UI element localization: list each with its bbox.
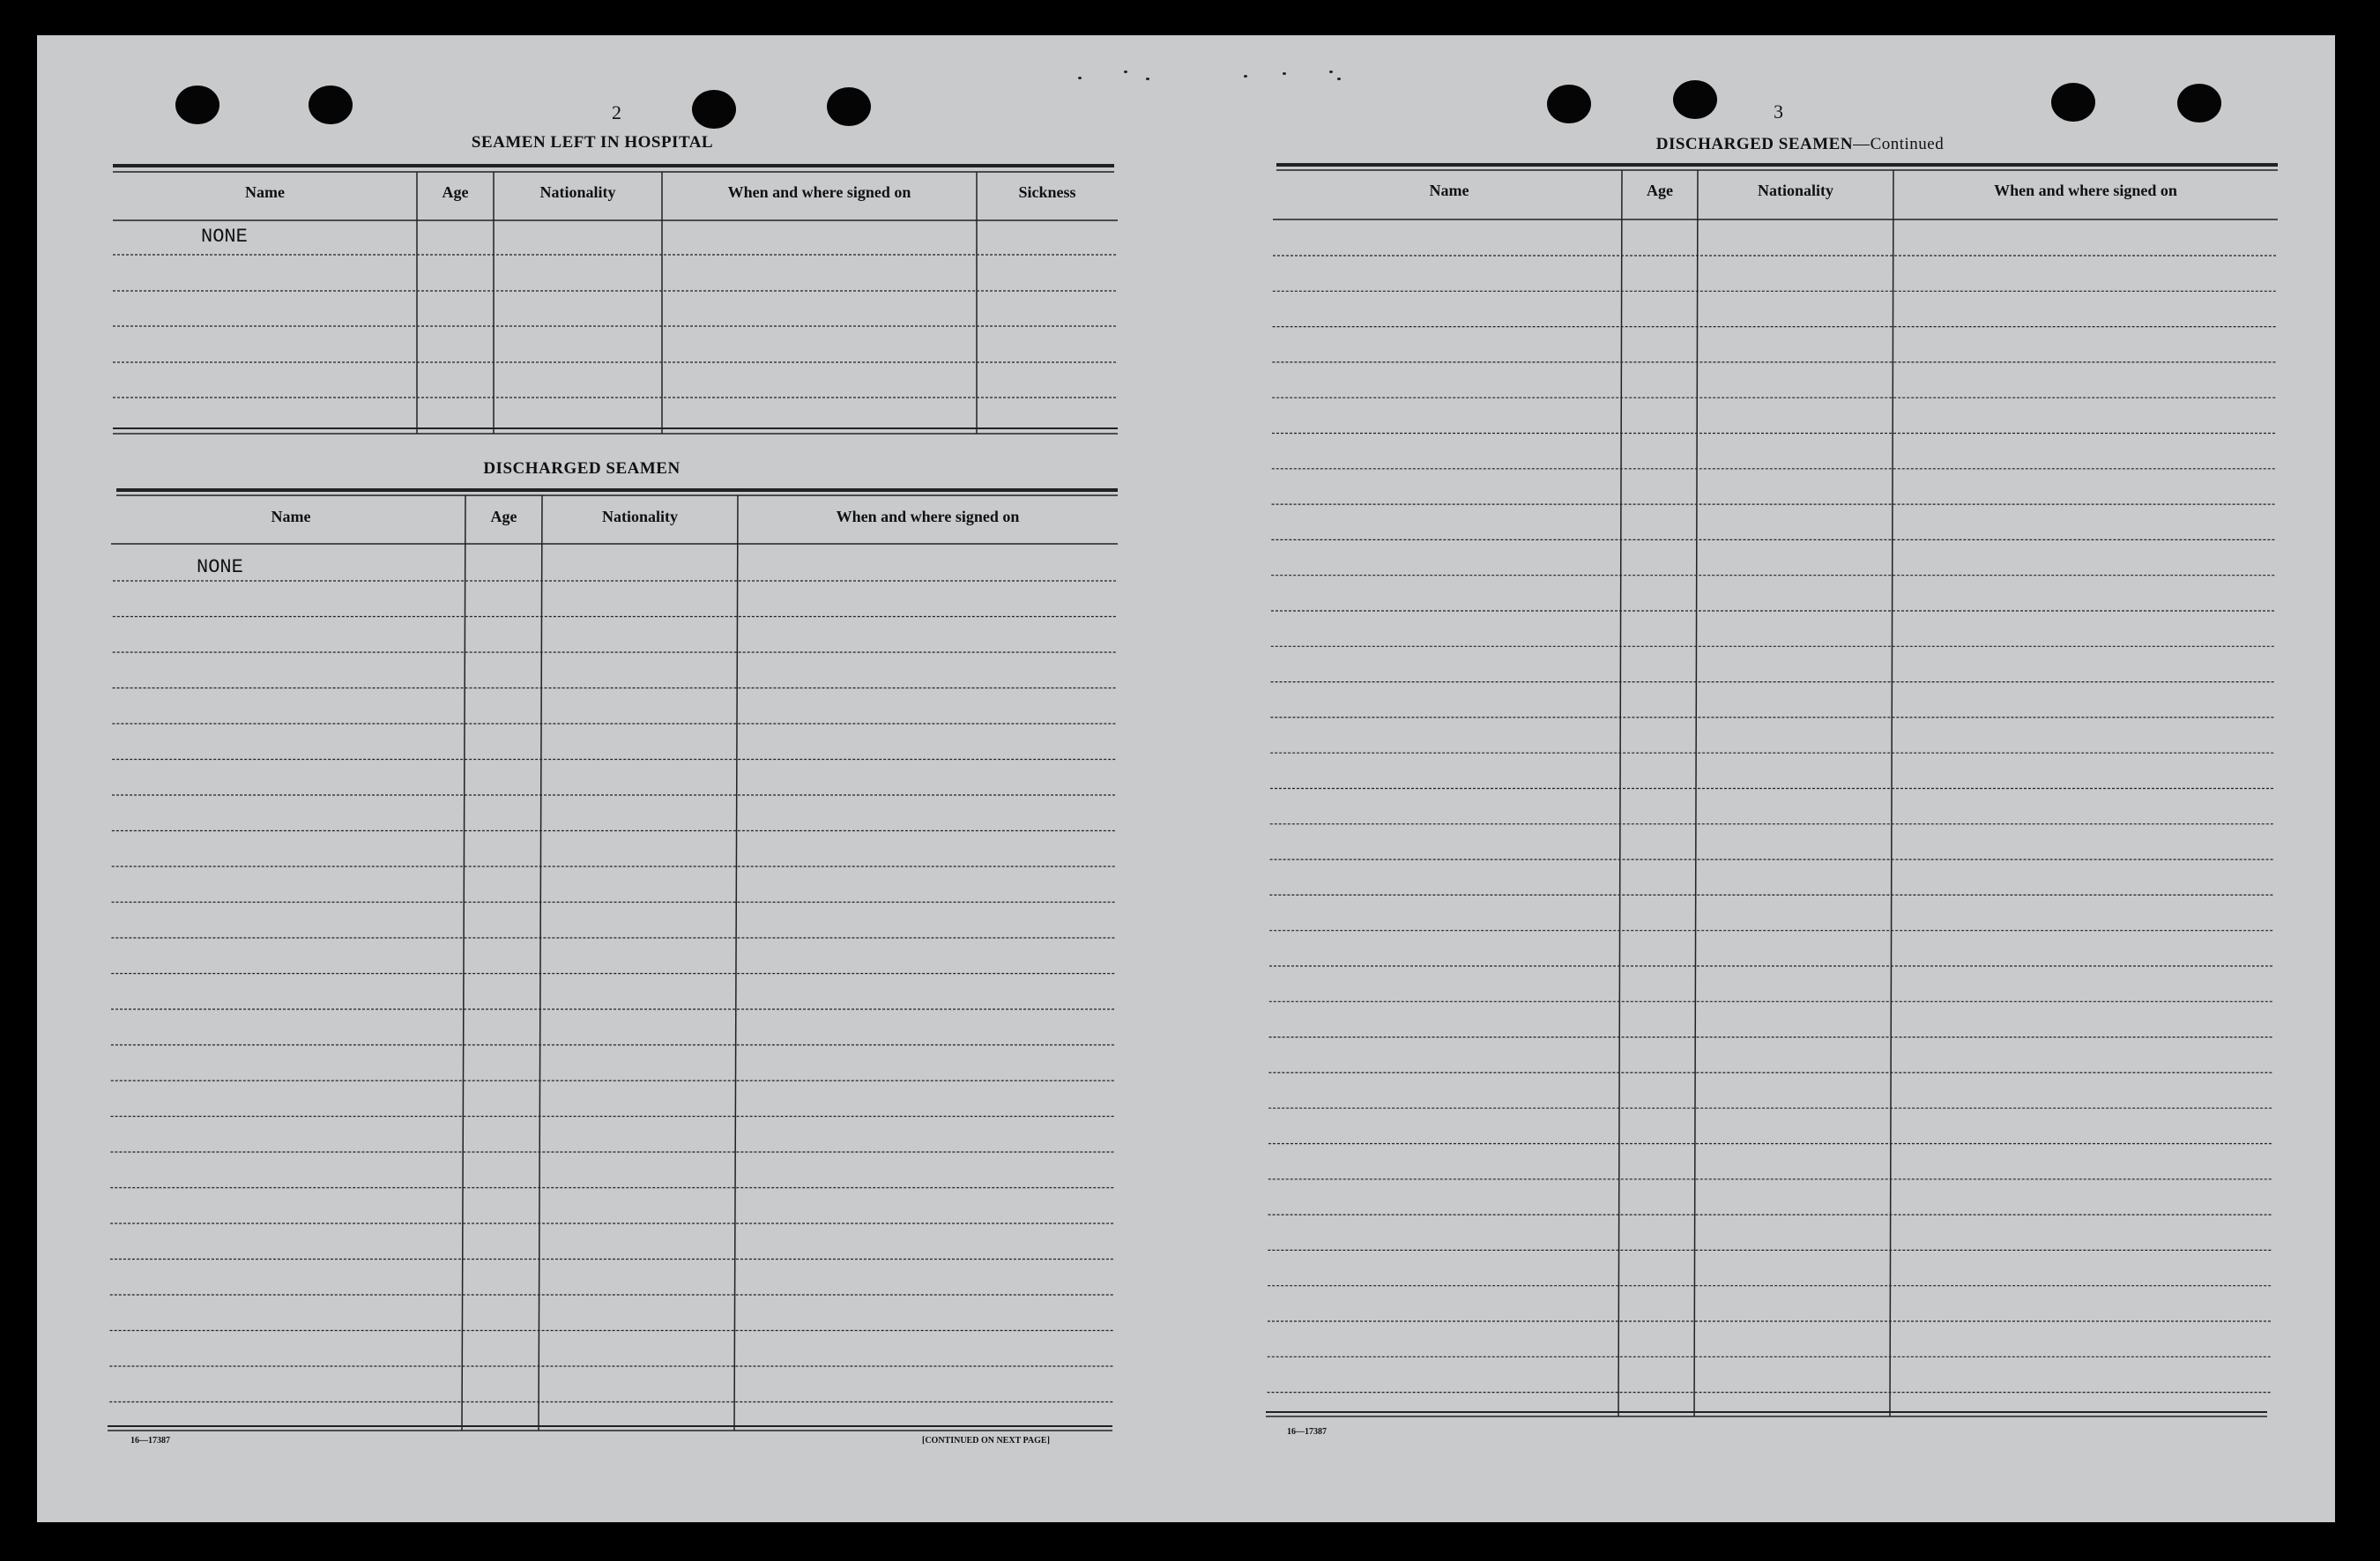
- hospital-header-name: Name: [245, 183, 285, 201]
- hospital-header-sickness: Sickness: [1018, 183, 1076, 201]
- discharged-table-grid-left: [108, 490, 1118, 1431]
- discharged-header-signed-on: When and where signed on: [836, 508, 1020, 525]
- hospital-table-grid: [37, 35, 2335, 1522]
- hospital-header-signed-on: When and where signed on: [727, 183, 911, 201]
- hospital-table-title: SEAMEN LEFT IN HOSPITAL: [471, 133, 714, 152]
- continued-note: [CONTINUED ON NEXT PAGE]: [922, 1436, 1050, 1446]
- page-number-left: 2: [612, 101, 621, 123]
- discharged-continued-title-text: DISCHARGED SEAMEN: [1655, 135, 1854, 153]
- hospital-header-age: Age: [442, 183, 469, 201]
- discharged-entry-name: NONE: [197, 556, 243, 578]
- continued-header-signed-on: When and where signed on: [1994, 182, 2177, 199]
- form-number-left: 16—17387: [130, 1436, 170, 1446]
- discharged-continued-title: [1500, 135, 2100, 154]
- document-sheet: [37, 35, 2335, 1522]
- continued-header-age: Age: [1647, 182, 1673, 199]
- form-number-right: 16—17387: [1287, 1427, 1327, 1437]
- continued-suffix: —Continued: [1853, 135, 1945, 153]
- continued-header-name: Name: [1429, 182, 1469, 199]
- discharged-table-title: DISCHARGED SEAMEN: [483, 459, 681, 478]
- hospital-entry-name: NONE: [201, 226, 248, 248]
- page-number-right: 3: [1774, 100, 1783, 123]
- hospital-header-nationality: Nationality: [539, 183, 616, 201]
- continued-header-nationality: Nationality: [1757, 182, 1833, 199]
- discharged-header-nationality: Nationality: [601, 508, 678, 525]
- discharged-table-grid-right: [1266, 165, 2278, 1416]
- discharged-header-age: Age: [490, 508, 517, 525]
- discharged-header-name: Name: [271, 508, 311, 525]
